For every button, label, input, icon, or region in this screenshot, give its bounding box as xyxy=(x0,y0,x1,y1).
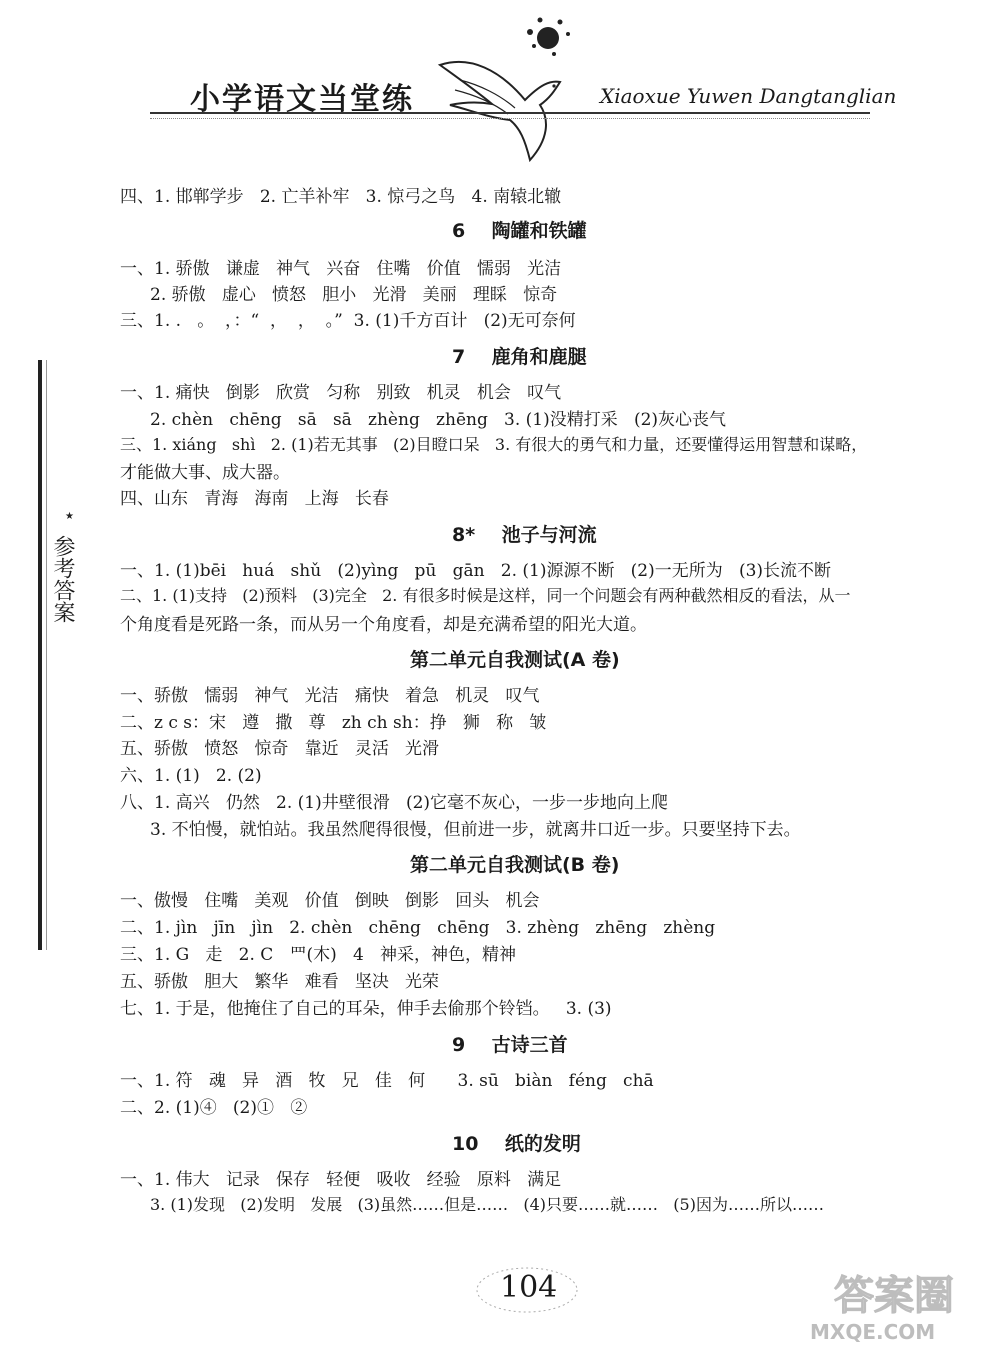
answer-line: 二、1. (1)支持 (2)预料 (3)完全 2. 有很多时候是这样，同一个问题会有两种截然相反的看法，从一 xyxy=(120,586,851,605)
header-pinyin: Xiaoxue Yuwen Dangtanglian xyxy=(600,84,897,108)
answer-line: 一、1. 符 魂 异 酒 牧 兄 佳 何 3. sū biàn féng chā xyxy=(120,1071,654,1091)
answer-line: 一、1. 骄傲 谦虚 神气 兴奋 住嘴 价值 懦弱 光洁 xyxy=(120,259,562,279)
answer-line: 2. chèn chēng sā sā zhèng zhēng 3. (1)没精打采 (2)灰心丧气 xyxy=(150,410,727,430)
answer-line: 2. 骄傲 虚心 愤怒 胆小 光滑 美丽 理睬 惊奇 xyxy=(150,285,558,305)
watermark-logo-icon xyxy=(830,1265,980,1320)
side-rule xyxy=(38,360,42,950)
svg-text:★: ★ xyxy=(65,511,74,522)
section-heading: 第二单元自我测试(A 卷) xyxy=(410,649,620,671)
answer-line: 二、z c s：宋 遵 撒 尊 zh ch sh：挣 狮 称 皱 xyxy=(120,713,547,733)
dove-logo-icon xyxy=(430,10,590,170)
section-heading: 8* 池子与河流 xyxy=(452,524,597,546)
answer-line: 四、山东 青海 海南 上海 长春 xyxy=(120,489,389,509)
answer-line: 八、1. 高兴 仍然 2. (1)井壁很滑 (2)它毫不灰心，一步一步地向上爬 xyxy=(120,793,669,813)
header-dotted-rule xyxy=(150,118,870,119)
answer-line: 五、骄傲 愤怒 惊奇 靠近 灵活 光滑 xyxy=(120,739,440,759)
answer-line: 一、1. (1)bēi huá shǔ (2)yìng pū gān 2. (1)源源不断 (2)一无所为 (3)长流不断 xyxy=(120,561,832,581)
answer-line: 一、傲慢 住嘴 美观 价值 倒映 倒影 回头 机会 xyxy=(120,891,540,911)
answer-line: 个角度看是死路一条，而从另一个角度看，却是充满希望的阳光大道。 xyxy=(120,615,647,635)
side-tab-label: 参考答案 xyxy=(50,535,75,623)
section-heading: 6 陶罐和铁罐 xyxy=(452,220,587,242)
answer-line: 3. (1)发现 (2)发明 发展 (3)虽然……但是…… (4)只要……就…… (5)因为……所以…… xyxy=(150,1195,824,1214)
answer-line: 五、骄傲 胆大 繁华 难看 坚决 光荣 xyxy=(120,972,440,992)
answer-line: 二、1. jìn jīn jìn 2. chèn chēng chēng 3. zhèng zhēng zhèng xyxy=(120,918,716,938)
answer-line: 七、1. 于是，他掩住了自己的耳朵，伸手去偷那个铃铛。 3. (3) xyxy=(120,999,612,1019)
answer-line: 3. 不怕慢，就怕站。我虽然爬得很慢，但前进一步，就离井口近一步。只要坚持下去。 xyxy=(150,820,801,840)
svg-text:答案圈: 答案圈 xyxy=(834,1273,954,1319)
section-heading: 第二单元自我测试(B 卷) xyxy=(410,854,620,876)
crescent-star-icon xyxy=(48,500,74,526)
answer-line: 六、1. (1) 2. (2) xyxy=(120,766,262,786)
answer-line: 一、骄傲 懦弱 神气 光洁 痛快 着急 机灵 叹气 xyxy=(120,686,540,706)
section-heading: 10 纸的发明 xyxy=(452,1133,581,1155)
side-rule-thin xyxy=(46,360,47,950)
answer-line: 三、1. . 。 ，：“ ， ， 。” 3. (1)千方百计 (2)无可奈何 xyxy=(120,311,576,331)
answer-line: 三、1. G 走 2. C 罒(木) 4 神采，神色，精神 xyxy=(120,945,516,965)
answer-line: 才能做大事、成大器。 xyxy=(120,463,290,483)
section-heading: 7 鹿角和鹿腿 xyxy=(452,346,587,368)
answer-line: 四、1. 邯郸学步 2. 亡羊补牢 3. 惊弓之鸟 4. 南辕北辙 xyxy=(120,187,562,207)
header-rule xyxy=(150,112,870,114)
page-number: 104 xyxy=(500,1270,558,1305)
answer-line: 三、1. xiáng shì 2. (1)若无其事 (2)目瞪口呆 3. 有很大的勇气和力量，还要懂得运用智慧和谋略， xyxy=(120,435,868,454)
section-heading: 9 古诗三首 xyxy=(452,1034,568,1056)
answer-line: 二、2. (1)④ (2)① ② xyxy=(120,1098,308,1118)
answer-line: 一、1. 伟大 记录 保存 轻便 吸收 经验 原料 满足 xyxy=(120,1170,562,1190)
header-title: 小学语文当堂练 xyxy=(190,82,414,117)
answer-line: 一、1. 痛快 倒影 欣赏 匀称 别致 机灵 机会 叹气 xyxy=(120,383,562,403)
watermark-url: MXQE.COM xyxy=(810,1320,936,1344)
